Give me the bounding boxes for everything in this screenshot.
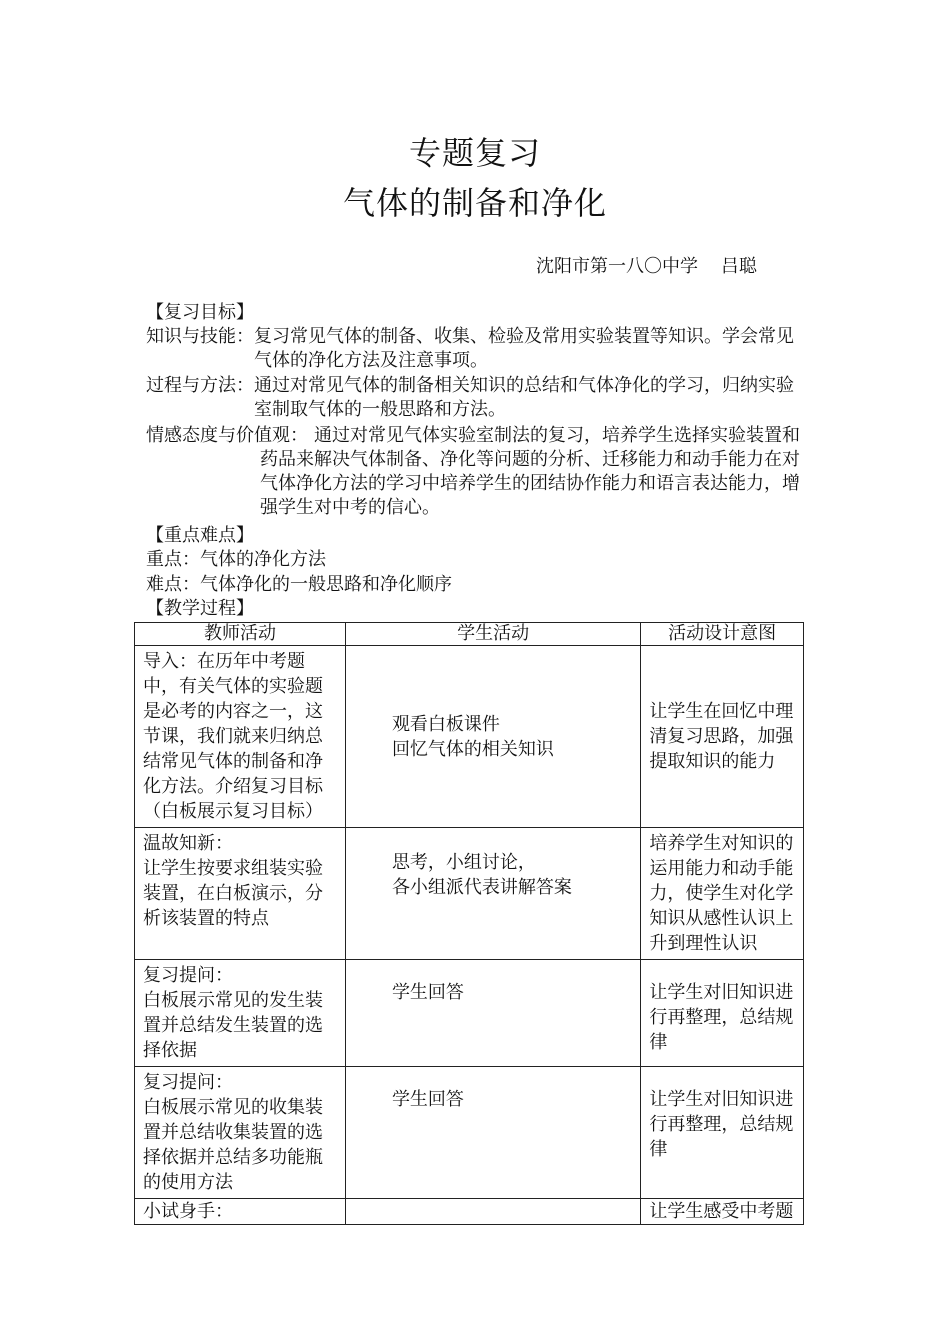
col-header-teacher: 教师活动 bbox=[135, 623, 346, 646]
knowledge-text: 复习常见气体的制备、收集、检验及常用实验装置等知识。学会常见气体的净化方法及注意事项。 bbox=[254, 326, 794, 371]
teacher-cell bbox=[135, 828, 346, 960]
table-row bbox=[135, 1067, 804, 1199]
emotion-label: 情感态度与价值观： bbox=[146, 425, 308, 446]
col-header-student: 学生活动 bbox=[345, 623, 640, 646]
process-label: 过程与方法： bbox=[146, 375, 254, 396]
student-line: 回忆气体的相关知识 bbox=[391, 738, 554, 760]
teacher-cell bbox=[135, 1067, 346, 1199]
teacher-line: 白板展示常见的发生装置并总结发生装置的选择依据 bbox=[143, 990, 323, 1061]
emotion-text: 通过对常见气体实验室制法的复习，培养学生选择实验装置和药品来解决气体制备、净化等问题的分析、迁移能力和动手能力在对气体净化方法的学习中培养学生的团结协作能力和语言表达能力，增强学生对中考的信心。 bbox=[260, 425, 800, 518]
col-header-purpose: 活动设计意图 bbox=[641, 623, 804, 646]
teacher-cell: 小试身手： bbox=[135, 1199, 346, 1225]
purpose-cell: 让学生在回忆中理清复习思路，加强提取知识的能力 bbox=[641, 646, 804, 828]
student-line: 观看白板课件 bbox=[391, 713, 500, 735]
purpose-cell: 让学生感受中考题 bbox=[641, 1199, 804, 1225]
table-row bbox=[135, 646, 804, 828]
teacher-cell: 导入：在历年中考题中，有关气体的实验题是必考的内容之一，这节课，我们就来归纳总结常见气体的制备和净化方法。介绍复习目标（白板展示复习目标） bbox=[135, 646, 346, 828]
purpose-cell: 让学生对旧知识进行再整理，总结规律 bbox=[641, 1067, 804, 1199]
teacher-line: 让学生按要求组装实验装置，在白板演示，分析该装置的特点 bbox=[143, 858, 323, 929]
table-header-row bbox=[135, 623, 804, 646]
objectives-heading: 【复习目标】 bbox=[146, 302, 254, 323]
author-line: 沈阳市第一八〇中学 吕聪 bbox=[536, 256, 757, 277]
difficult-point: 难点：气体净化的一般思路和净化顺序 bbox=[146, 574, 452, 595]
knowledge-label: 知识与技能： bbox=[146, 326, 254, 347]
process-paragraph bbox=[146, 374, 808, 422]
teacher-cell bbox=[135, 960, 346, 1067]
teacher-line: 复习提问： bbox=[143, 965, 233, 986]
table-row bbox=[135, 828, 804, 960]
student-line: 思考，小组讨论， bbox=[391, 852, 536, 873]
keypoints-heading: 【重点难点】 bbox=[146, 525, 254, 546]
emotion-paragraph bbox=[146, 424, 808, 520]
student-line: 各小组派代表讲解答案 bbox=[391, 877, 572, 898]
student-cell: 学生回答 bbox=[345, 1067, 640, 1199]
student-cell bbox=[345, 1199, 640, 1225]
process-text: 通过对常见气体的制备相关知识的总结和气体净化的学习，归纳实验室制取气体的一般思路和方法。 bbox=[254, 375, 794, 420]
table-row bbox=[135, 960, 804, 1067]
teaching-process-table bbox=[134, 622, 804, 1225]
knowledge-paragraph bbox=[146, 325, 808, 373]
doc-title-line2: 气体的制备和净化 bbox=[342, 184, 607, 222]
teacher-line: 白板展示常见的收集装置并总结收集装置的选择依据并总结多功能瓶的使用方法 bbox=[143, 1097, 323, 1193]
student-cell: 学生回答 bbox=[345, 960, 640, 1067]
student-cell bbox=[345, 646, 640, 828]
key-point: 重点：气体的净化方法 bbox=[146, 549, 326, 570]
teacher-line: 复习提问： bbox=[143, 1072, 233, 1093]
student-cell bbox=[345, 828, 640, 960]
doc-title-line1: 专题复习 bbox=[408, 134, 541, 172]
purpose-cell: 培养学生对知识的运用能力和动手能力，使学生对化学知识从感性认识上升到理性认识 bbox=[641, 828, 804, 960]
process-heading: 【教学过程】 bbox=[146, 598, 254, 619]
teacher-line: 温故知新： bbox=[143, 833, 233, 854]
table-row bbox=[135, 1199, 804, 1225]
purpose-cell: 让学生对旧知识进行再整理，总结规律 bbox=[641, 960, 804, 1067]
